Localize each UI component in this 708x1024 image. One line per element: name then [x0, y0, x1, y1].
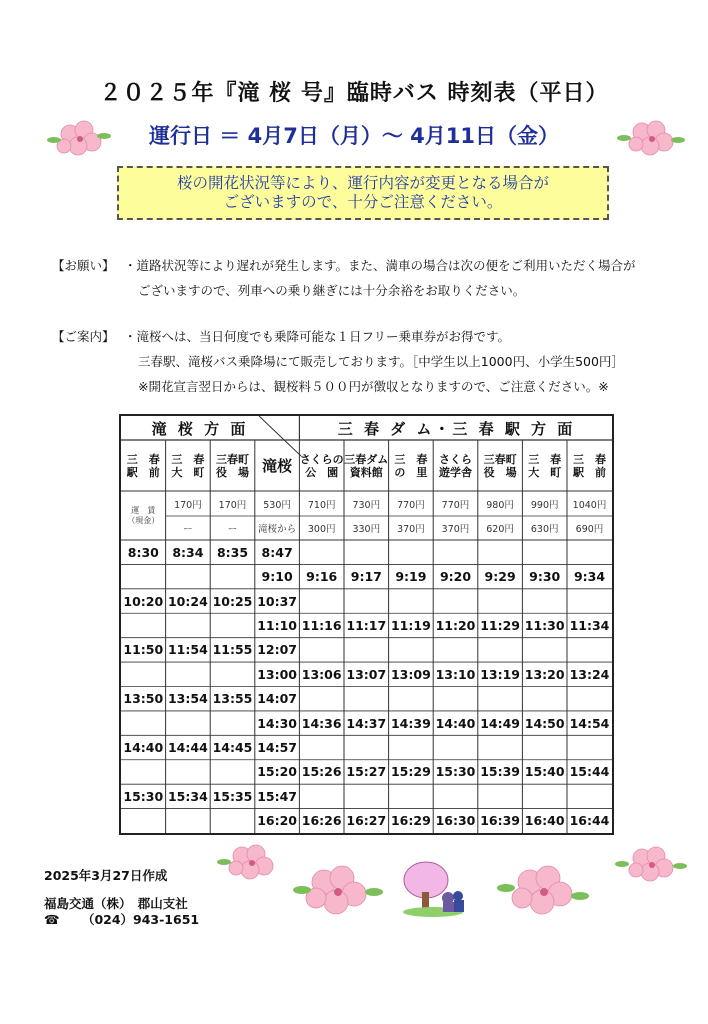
departure-time: 14:54	[569, 715, 610, 731]
station-name: 滝桜	[262, 457, 293, 475]
departure-time: 14:44	[167, 740, 208, 756]
departure-time: 11:29	[480, 617, 520, 633]
caution-notice	[117, 166, 609, 220]
departure-time: 14:50	[524, 715, 565, 731]
departure-time: 11:17	[346, 617, 387, 633]
fare-cell: 滝桜から	[258, 524, 297, 535]
guide-label: 【ご案内】	[52, 329, 115, 344]
departure-time: 12:07	[257, 642, 297, 658]
fare-cell: 990円	[530, 499, 559, 511]
company-name: 福島交通（株） 郡山支社	[44, 896, 188, 911]
departure-time: 16:44	[569, 813, 610, 829]
operation-dates: 運行日 ＝ 4月7日（月）～ 4月11日（金）	[149, 124, 559, 148]
departure-time: 9:20	[439, 569, 472, 585]
station-name: 三 春	[528, 452, 562, 466]
station-header	[166, 440, 211, 491]
fare-cell: 690円	[575, 524, 604, 535]
departure-time: 15:29	[390, 764, 431, 780]
station-header	[255, 440, 300, 491]
station-name: 大 町	[171, 465, 205, 479]
departure-time: 9:17	[350, 569, 382, 585]
fare-cell: 370円	[397, 524, 425, 535]
departure-time: 11:54	[167, 642, 208, 658]
station-name: 三春町	[215, 452, 249, 466]
departure-time: 9:29	[484, 569, 516, 585]
fare-cell: 710円	[307, 499, 336, 511]
notice-line: 桜の開花状況等により、運行内容が変更となる場合が	[176, 174, 549, 192]
fare-label-text: （現金）	[127, 515, 160, 525]
station-header	[299, 440, 344, 491]
departure-time: 13:19	[480, 666, 520, 682]
departure-time: 13:24	[569, 666, 610, 682]
fare-label	[121, 491, 166, 540]
created-date: 2025年3月27日作成	[44, 868, 168, 883]
departure-time: 14:30	[257, 715, 297, 731]
station-name: 大 町	[528, 465, 562, 479]
timetable	[119, 414, 614, 835]
station-name: 公 園	[305, 465, 339, 479]
departure-time: 15:35	[212, 788, 253, 804]
fare-cell: 770円	[397, 499, 425, 511]
departure-time: 14:07	[257, 691, 297, 707]
fare-cell: 620円	[486, 524, 514, 535]
departure-time: 13:07	[346, 666, 387, 682]
departure-time: 14:40	[123, 740, 164, 756]
departure-time: 10:24	[167, 593, 208, 609]
departure-time: 13:00	[257, 666, 297, 682]
departure-time: 11:50	[123, 642, 164, 658]
departure-time: 9:19	[395, 569, 427, 585]
departure-time: 9:30	[529, 569, 561, 585]
departure-time: 16:40	[524, 813, 565, 829]
request-text: ・道路状況等により遅れが発生します。また、満車の場合は次の便をご利用いただく場合が	[124, 258, 636, 273]
station-name: 役 場	[483, 465, 517, 479]
departure-time: 9:34	[573, 569, 606, 585]
departure-time: 14:49	[480, 715, 520, 731]
fare-cell: 530円	[263, 499, 291, 511]
departure-time: 15:34	[167, 788, 208, 804]
departure-time: 15:39	[480, 764, 520, 780]
sakura-tree-icon	[398, 858, 468, 918]
guide-text: 三春駅、滝桜バス乗降場にて販売しております。［中学生以上1000円、小学生500円］	[138, 354, 624, 369]
departure-time: 15:47	[257, 788, 297, 804]
departure-time: 11:55	[212, 642, 253, 658]
section-header-takisakura: 滝 桜 方 面	[151, 419, 249, 438]
station-name: 三春町	[483, 452, 517, 466]
departure-time: 11:19	[390, 617, 431, 633]
departure-time: 10:25	[212, 593, 253, 609]
telephone-icon: ☎	[44, 912, 60, 927]
departure-time: 14:37	[346, 715, 387, 731]
departure-time: 15:40	[524, 764, 565, 780]
station-name: の 里	[394, 465, 428, 479]
station-name: 三 春	[171, 452, 205, 466]
station-name: 役 場	[215, 465, 249, 479]
section-header-miharu: 三 春 ダ ム・三 春 駅 方 面	[337, 419, 576, 438]
departure-time: 10:37	[257, 593, 297, 609]
cherry-blossom-icon	[208, 836, 294, 886]
station-name: 駅 前	[573, 465, 606, 479]
departure-time: 8:35	[216, 544, 249, 560]
departure-time: 8:34	[172, 544, 204, 560]
departure-time: 14:39	[390, 715, 431, 731]
departure-time: 13:10	[435, 666, 476, 682]
fare-cell: 300円	[307, 524, 336, 535]
departure-time: 13:55	[212, 691, 253, 707]
station-name: さくら	[438, 452, 472, 466]
departure-time: 11:30	[524, 617, 565, 633]
fare-cell: 170円	[174, 499, 202, 511]
fare-cell: 330円	[352, 524, 381, 535]
guide-text: ※開花宣言翌日からは、観桜料５００円が徴収となりますので、ご注意ください。※	[138, 379, 609, 394]
station-header	[522, 440, 567, 491]
page-title: ２０２５年『滝 桜 号』臨時バス 時刻表（平日）	[99, 81, 609, 106]
fare-cell: 170円	[218, 499, 247, 511]
departure-time: 13:09	[390, 666, 431, 682]
departure-time: 13:20	[524, 666, 565, 682]
cherry-blossom-icon	[486, 856, 596, 926]
departure-time: 13:06	[301, 666, 342, 682]
station-name: 三 春	[394, 452, 428, 466]
station-header	[389, 440, 434, 491]
departure-time: 15:30	[123, 788, 164, 804]
phone-row	[44, 910, 199, 928]
station-header	[478, 440, 523, 491]
departure-time: 14:36	[301, 715, 342, 731]
departure-time: 14:40	[435, 715, 476, 731]
departure-time: 16:29	[390, 813, 431, 829]
fare-cell: ー	[183, 524, 193, 535]
station-header	[344, 440, 389, 491]
station-name: 駅 前	[126, 465, 160, 479]
departure-time: 14:57	[257, 740, 297, 756]
departure-time: 11:34	[569, 617, 610, 633]
fare-cell: ー	[227, 524, 238, 535]
departure-time: 9:16	[306, 569, 338, 585]
departure-time: 15:44	[569, 764, 610, 780]
cherry-blossom-icon	[606, 838, 696, 888]
fare-cell: 630円	[530, 524, 559, 535]
station-name: 三 春	[126, 452, 160, 466]
departure-time: 9:10	[261, 569, 293, 585]
departure-time: 11:16	[301, 617, 342, 633]
departure-time: 10:20	[123, 593, 164, 609]
departure-time: 14:45	[212, 740, 253, 756]
departure-time: 15:20	[257, 764, 297, 780]
guide-text: ・滝桜へは、当日何度でも乗降可能な１日フリー乗車券がお得です。	[124, 329, 511, 344]
departure-time: 13:54	[167, 691, 208, 707]
departure-time: 16:20	[257, 813, 297, 829]
station-name: 資料館	[349, 465, 383, 479]
departure-time: 13:50	[123, 691, 164, 707]
departure-time: 16:26	[301, 813, 342, 829]
departure-time: 15:27	[346, 764, 387, 780]
fare-label-text: 運 賃	[131, 505, 156, 515]
phone-number: （024）943-1651	[81, 912, 200, 927]
station-header	[567, 440, 612, 491]
fare-cell: 770円	[441, 499, 470, 511]
departure-time: 15:26	[301, 764, 342, 780]
departure-time: 16:30	[435, 813, 476, 829]
station-header	[433, 440, 478, 491]
station-name: さくらの	[299, 452, 344, 466]
departure-time: 16:39	[480, 813, 520, 829]
station-header	[210, 440, 255, 491]
departure-time: 8:30	[127, 544, 159, 560]
station-header	[121, 440, 166, 491]
fare-cell: 1040円	[572, 499, 607, 511]
departure-time: 11:20	[435, 617, 476, 633]
fare-cell: 980円	[486, 499, 514, 511]
notice-line: ございますので、十分ご注意ください。	[223, 193, 503, 211]
station-name: 三春ダム	[344, 452, 389, 466]
departure-time: 15:30	[435, 764, 476, 780]
station-name: 三 春	[573, 452, 606, 466]
cherry-blossom-icon	[284, 856, 394, 926]
departure-time: 8:47	[261, 544, 293, 560]
departure-time: 16:27	[346, 813, 387, 829]
departure-time: 11:10	[257, 617, 297, 633]
fare-cell: 370円	[441, 524, 470, 535]
request-text: ございますので、列車への乗り継ぎには十分余裕をお取りください。	[138, 283, 526, 298]
station-name: 遊学舎	[438, 465, 472, 479]
fare-cell: 730円	[352, 499, 381, 511]
request-label: 【お願い】	[52, 258, 115, 273]
